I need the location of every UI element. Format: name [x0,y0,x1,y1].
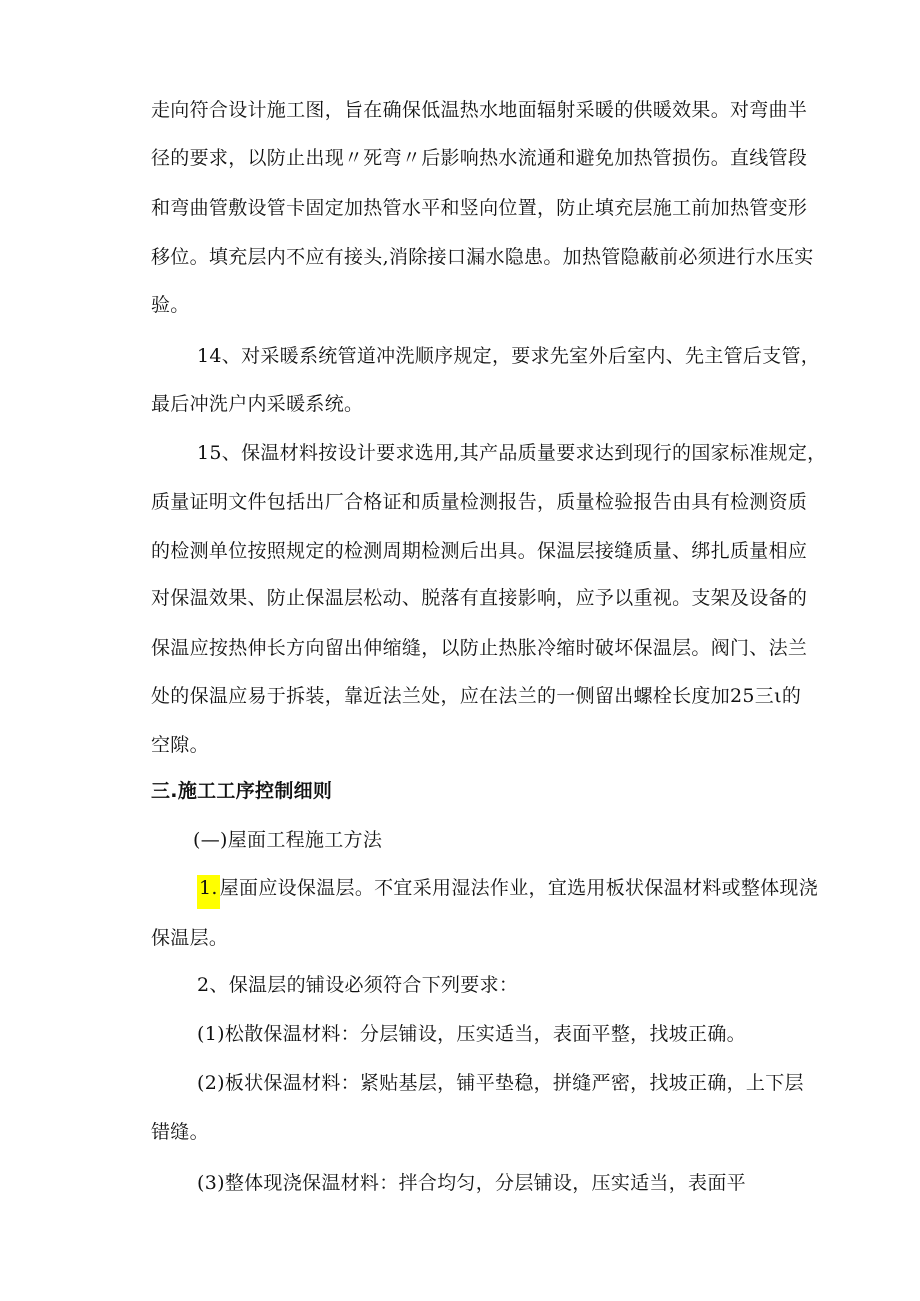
sub-item-2-line: (2)板状保温材料：紧贴基层，铺平垫稳，拼缝严密，找坡正确，上下层 [197,1072,804,1094]
item-15-line: 15、保温材料按设计要求选用,其产品质量要求达到现行的国家标准规定， [197,442,827,464]
paragraph-line: 和弯曲管敷设管卡固定加热管水平和竖向位置，防止填充层施工前加热管变形 [151,197,808,219]
paragraph-line: 移位。填充层内不应有接头,消除接口漏水隐患。加热管隐蔽前必须进行水压实 [151,246,814,268]
item-15-line: 质量证明文件包括出厂合格证和质量检测报告，质量检验报告由具有检测资质 [151,491,808,513]
item-15-line: 对保温效果、防止保温层松动、脱落有直接影响，应予以重视。支架及设备的 [151,587,808,609]
subsection-heading: (—)屋面工程施工方法 [193,829,383,851]
section-heading: 三.施工工序控制细则 [151,780,333,802]
item-15-line: 空隙。 [151,734,209,756]
item-15-line: 的检测单位按照规定的检测周期检测后出具。保温层接缝质量、绑扎质量相应 [151,540,808,562]
item-14-line: 最后冲洗户内采暖系统。 [151,393,364,415]
paragraph-line: 走向符合设计施工图，旨在确保低温热水地面辐射采暖的供暖效果。对弯曲半 [151,99,808,121]
sub-item-3-line: (3)整体现浇保温材料：拌合均匀，分层铺设，压实适当，表面平 [197,1172,746,1194]
item-14-line: 14、对采暖系统管道冲洗顺序规定，要求先室外后室内、先主管后支管， [197,345,821,367]
item-1-text: 屋面应设保温层。不宜采用湿法作业，宜选用板状保温材料或整体现浇 [219,877,819,899]
sub-item-1-line: (1)松散保温材料：分层铺设，压实适当，表面平整，找坡正确。 [197,1023,746,1045]
item-15-line: 处的保温应易于拆装，靠近法兰处，应在法兰的一侧留出螺栓长度加25三ι的 [151,685,802,707]
sub-item-2-line: 错缝。 [151,1121,209,1143]
item-15-line: 保温应按热伸长方向留出伸缩缝，以防止热胀冷缩时破坏保温层。阀门、法兰 [151,637,808,659]
item-1-line: 保温层。 [151,927,229,949]
highlighted-number: 1. [197,875,220,909]
paragraph-line: 验。 [151,294,190,316]
item-2-line: 2、保温层的铺设必须符合下列要求： [197,974,519,996]
paragraph-line: 径的要求，以防止出现〃死弯〃后影响热水流通和避免加热管损伤。直线管段 [151,147,808,169]
item-1-line [197,875,818,901]
